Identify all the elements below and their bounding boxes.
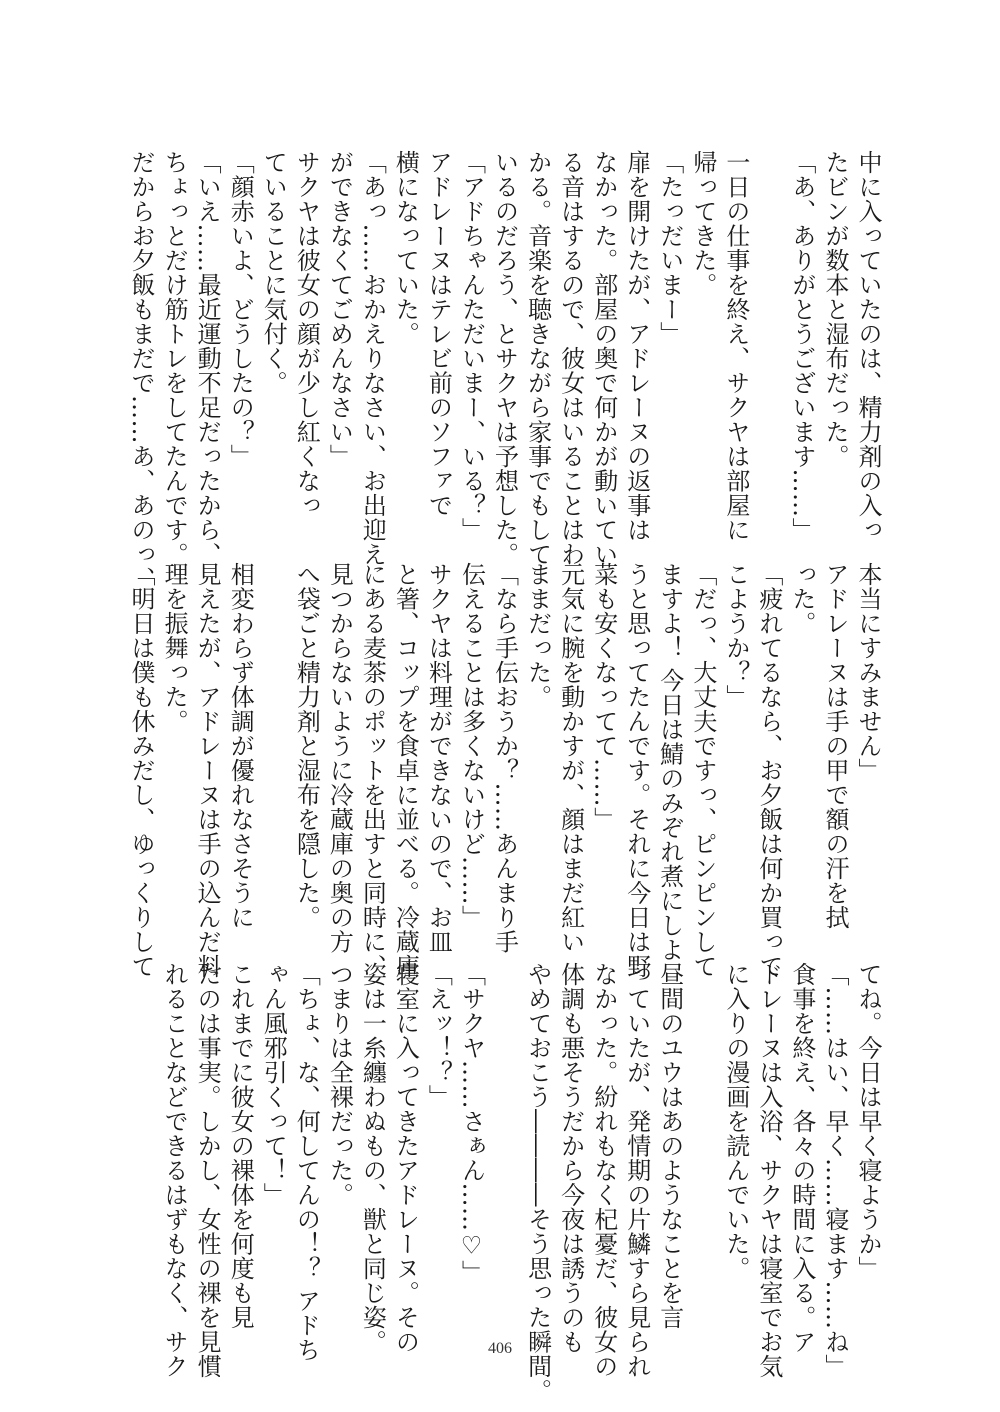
text-line: 「サクヤ……さぁん……♡」 xyxy=(457,962,486,1285)
tier-top xyxy=(120,150,882,591)
text-line: アドレーヌは手の甲で額の汗を拭 xyxy=(821,562,849,930)
text-line: 「アドちゃんただいまー、いる？」 xyxy=(457,150,486,542)
text-line: 「なら手伝おうか？……あんまり手 xyxy=(490,562,519,954)
text-line: 「あ、ありがとうございます……」 xyxy=(787,150,816,542)
text-line: へ袋ごと精力剤と湿布を隠した。 xyxy=(292,562,321,930)
text-line: ゃん風邪引くって！」 xyxy=(259,962,288,1207)
text-line: ままだった。 xyxy=(523,562,552,709)
text-line: 中に入っていたのは、精力剤の入っ xyxy=(854,150,882,542)
text-line: れることなどできるはずもなく、サク xyxy=(160,962,189,1379)
text-line: 寝室に入ってきたアドレーヌ。その xyxy=(391,962,420,1354)
text-line: 「明日は僕も休みだし、ゆっくりして xyxy=(127,562,155,979)
text-line: 見えたが、アドレーヌは手の込んだ料 xyxy=(193,562,222,979)
text-line: 「ちょ、な、何してんの！？ アドち xyxy=(292,962,321,1363)
text-line: こようか？」 xyxy=(721,562,750,709)
text-line: なかった。部屋の奥で何かが動いてい xyxy=(589,150,618,567)
text-line: 理を振舞った。 xyxy=(160,562,189,734)
text-line: 本当にすみません」 xyxy=(854,562,882,783)
text-line: 菜も安くなってて……」 xyxy=(589,562,618,832)
text-line: っていたが、発情期の片鱗すら見られ xyxy=(622,962,651,1379)
text-line: たビンが数本と湿布だった。 xyxy=(821,150,849,469)
text-line: 扉を開けたが、アドレーヌの返事は xyxy=(622,150,651,542)
text-line: に入りの漫画を読んでいた。 xyxy=(721,962,750,1281)
text-line: にある麦茶のポットを出すと同時に、 xyxy=(358,562,387,979)
text-line: 「いえ……最近運動不足だったから、 xyxy=(193,150,222,567)
text-line: る音はするので、彼女はいることはわ xyxy=(556,150,585,567)
text-line: 伝えることは多くないけど……」 xyxy=(457,562,486,930)
text-line: なかった。紛れもなく杞憂だ、彼女の xyxy=(589,962,618,1379)
text-line: 体調も悪そうだから今夜は誘うのも xyxy=(556,962,585,1354)
text-line: てね。今日は早く寝ようか」 xyxy=(854,962,882,1281)
text-line: つまりは全裸だった。 xyxy=(325,962,354,1207)
text-line: アドレーヌはテレビ前のソファで xyxy=(424,150,453,518)
text-line: サクヤは料理ができないので、お皿 xyxy=(424,562,453,954)
text-line: 食事を終え、各々の時間に入る。ア xyxy=(787,962,816,1354)
text-line: かる。音楽を聴きながら家事でもして xyxy=(523,150,552,567)
text-line: 昼間のユウはあのようなことを言 xyxy=(655,962,684,1330)
text-line: 「疲れてるなら、お夕飯は何か買って xyxy=(754,562,783,979)
text-line: 「だっ、大丈夫ですっ、ピンピンして xyxy=(688,562,717,979)
text-line: 姿は一糸纏わぬもの、獣と同じ姿。 xyxy=(358,962,387,1354)
text-line: やめておこう――――そう思った瞬間。 xyxy=(523,962,552,1403)
text-line: だからお夕飯もまだで……あ、あのっ、 xyxy=(127,150,155,591)
text-line: うと思ってたんです。それに今日は野 xyxy=(622,562,651,979)
text-line: ちょっとだけ筋トレをしてたんです。 xyxy=(160,150,189,567)
text-line: 「たっだいまー」 xyxy=(655,150,684,346)
text-line: 「顔赤いよ、どうしたの？」 xyxy=(226,150,255,469)
text-line: 一日の仕事を終え、サクヤは部屋に xyxy=(721,150,750,542)
text-line: と箸、コップを食卓に並べる。冷蔵庫 xyxy=(391,562,420,979)
text-line: ができなくてごめんなさい」 xyxy=(325,150,354,469)
text-line: 「……はい、早く……寝ます……ね」 xyxy=(821,962,849,1379)
tier-middle xyxy=(120,562,882,979)
text-line: 帰ってきた。 xyxy=(688,150,717,297)
text-line: 元気に腕を動かすが、顔はまだ紅い xyxy=(556,562,585,954)
text-line: ていることに気付く。 xyxy=(259,150,288,395)
text-line: ますよ！ 今日は鯖のみぞれ煮にしよ xyxy=(655,562,684,963)
text-line: 「あっ……おかえりなさい、お出迎え xyxy=(358,150,387,567)
text-line: 「えッ！？」 xyxy=(424,962,453,1109)
text-line: 相変わらず体調が優れなさそうに xyxy=(226,562,255,930)
text-line: ドレーヌは入浴、サクヤは寝室でお気 xyxy=(754,962,783,1379)
text-line: 見つからないように冷蔵庫の奥の方 xyxy=(325,562,354,954)
text-line: いるのだろう、とサクヤは予想した。 xyxy=(490,150,519,567)
page-number: 406 xyxy=(488,1340,512,1357)
text-line: たのは事実。しかし、女性の裸を見慣 xyxy=(193,962,222,1379)
text-line: 横になっていた。 xyxy=(391,150,420,346)
text-line: これまでに彼女の裸体を何度も見 xyxy=(226,962,255,1330)
text-line: った。 xyxy=(787,562,816,636)
text-line: サクヤは彼女の顔が少し紅くなっ xyxy=(292,150,321,518)
